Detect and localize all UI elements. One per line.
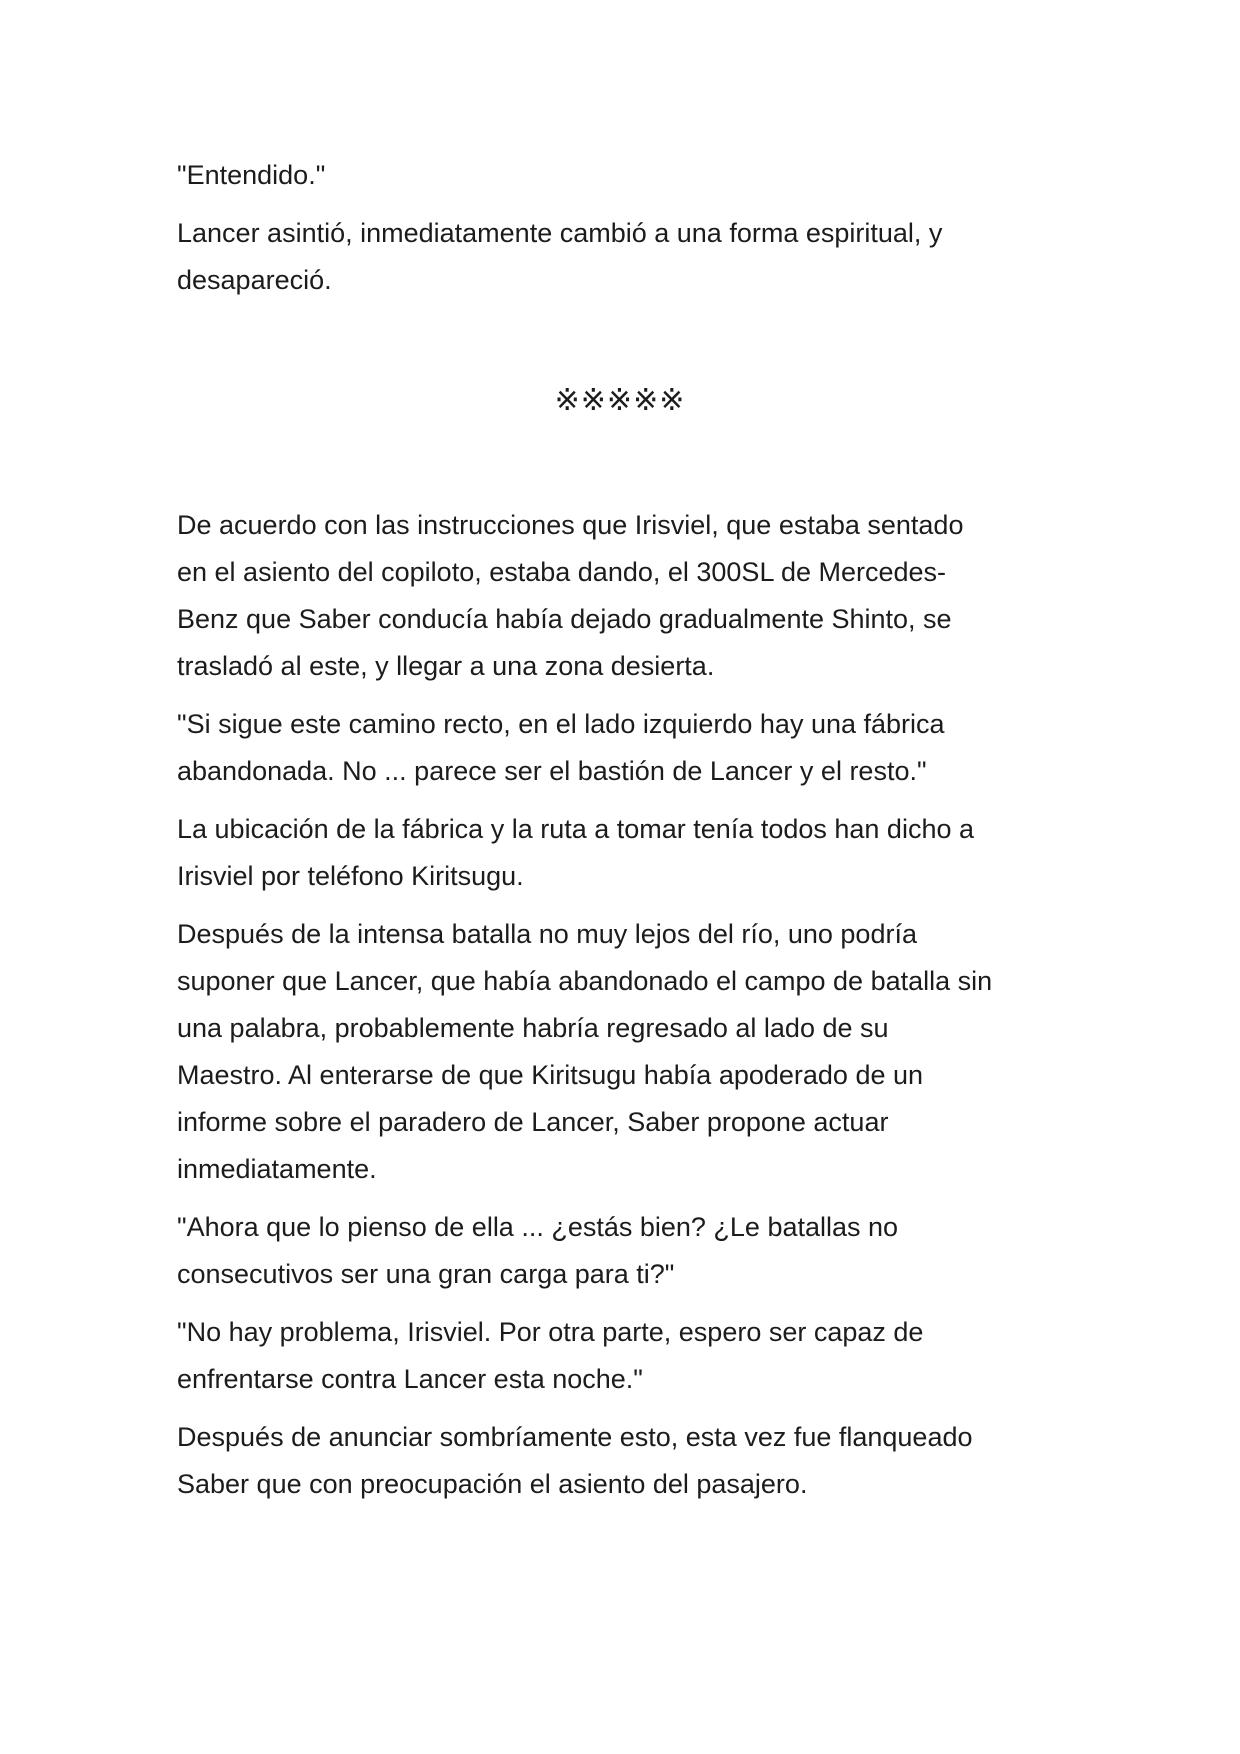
paragraph [177,152,1077,199]
text-line: desapareció. [177,265,332,295]
text-line: abandonada. No ... parece ser el bastión de Lancer y el resto." [177,756,927,786]
text-line: "Ahora que lo pienso de ella ... ¿estás bien? ¿Le batallas no [177,1212,899,1242]
paragraph [177,1414,1077,1508]
text-line: enfrentarse contra Lancer esta noche." [177,1364,643,1394]
paragraph [177,502,1077,690]
text-line: Después de la intensa batalla no muy lejos del río, uno podría [177,919,917,949]
paragraph [177,1309,1077,1403]
text-line: Irisviel por teléfono Kiritsugu. [177,861,524,891]
section-separator: ※※※※※ [554,383,686,418]
text-line: informe sobre el paradero de Lancer, Saber propone actuar [177,1107,889,1137]
paragraph [177,210,1077,304]
text-line: inmediatamente. [177,1154,377,1184]
text-line: De acuerdo con las instrucciones que Irisviel, que estaba sentado [177,510,964,540]
text-line: una palabra, probablemente habría regresado al lado de su [177,1013,889,1043]
paragraph [177,911,1077,1193]
text-line: Saber que con preocupación el asiento del pasajero. [177,1469,808,1499]
text-line: consecutivos ser una gran carga para ti?" [177,1259,675,1289]
text-line: "Si sigue este camino recto, en el lado izquierdo hay una fábrica [177,709,945,739]
paragraph [177,701,1077,795]
text-line: Maestro. Al enterarse de que Kiritsugu había apoderado de un [177,1060,924,1090]
text-block-one [177,152,1077,315]
text-line: Lancer asintió, inmediatamente cambió a una forma espiritual, y [177,218,943,248]
text-line: "Entendido." [177,160,326,190]
text-block-two [177,502,1077,1519]
text-line: Benz que Saber conducía había dejado gradualmente Shinto, se [177,604,952,634]
text-line: trasladó al este, y llegar a una zona desierta. [177,651,715,681]
text-line: Después de anunciar sombríamente esto, esta vez fue flanqueado [177,1422,973,1452]
text-line: en el asiento del copiloto, estaba dando, el 300SL de Mercedes- [177,557,947,587]
paragraph [177,806,1077,900]
text-line: La ubicación de la fábrica y la ruta a tomar tenía todos han dicho a [177,814,975,844]
paragraph [177,1204,1077,1298]
text-line: suponer que Lancer, que había abandonado el campo de batalla sin [177,966,993,996]
text-line: "No hay problema, Irisviel. Por otra parte, espero ser capaz de [177,1317,924,1347]
